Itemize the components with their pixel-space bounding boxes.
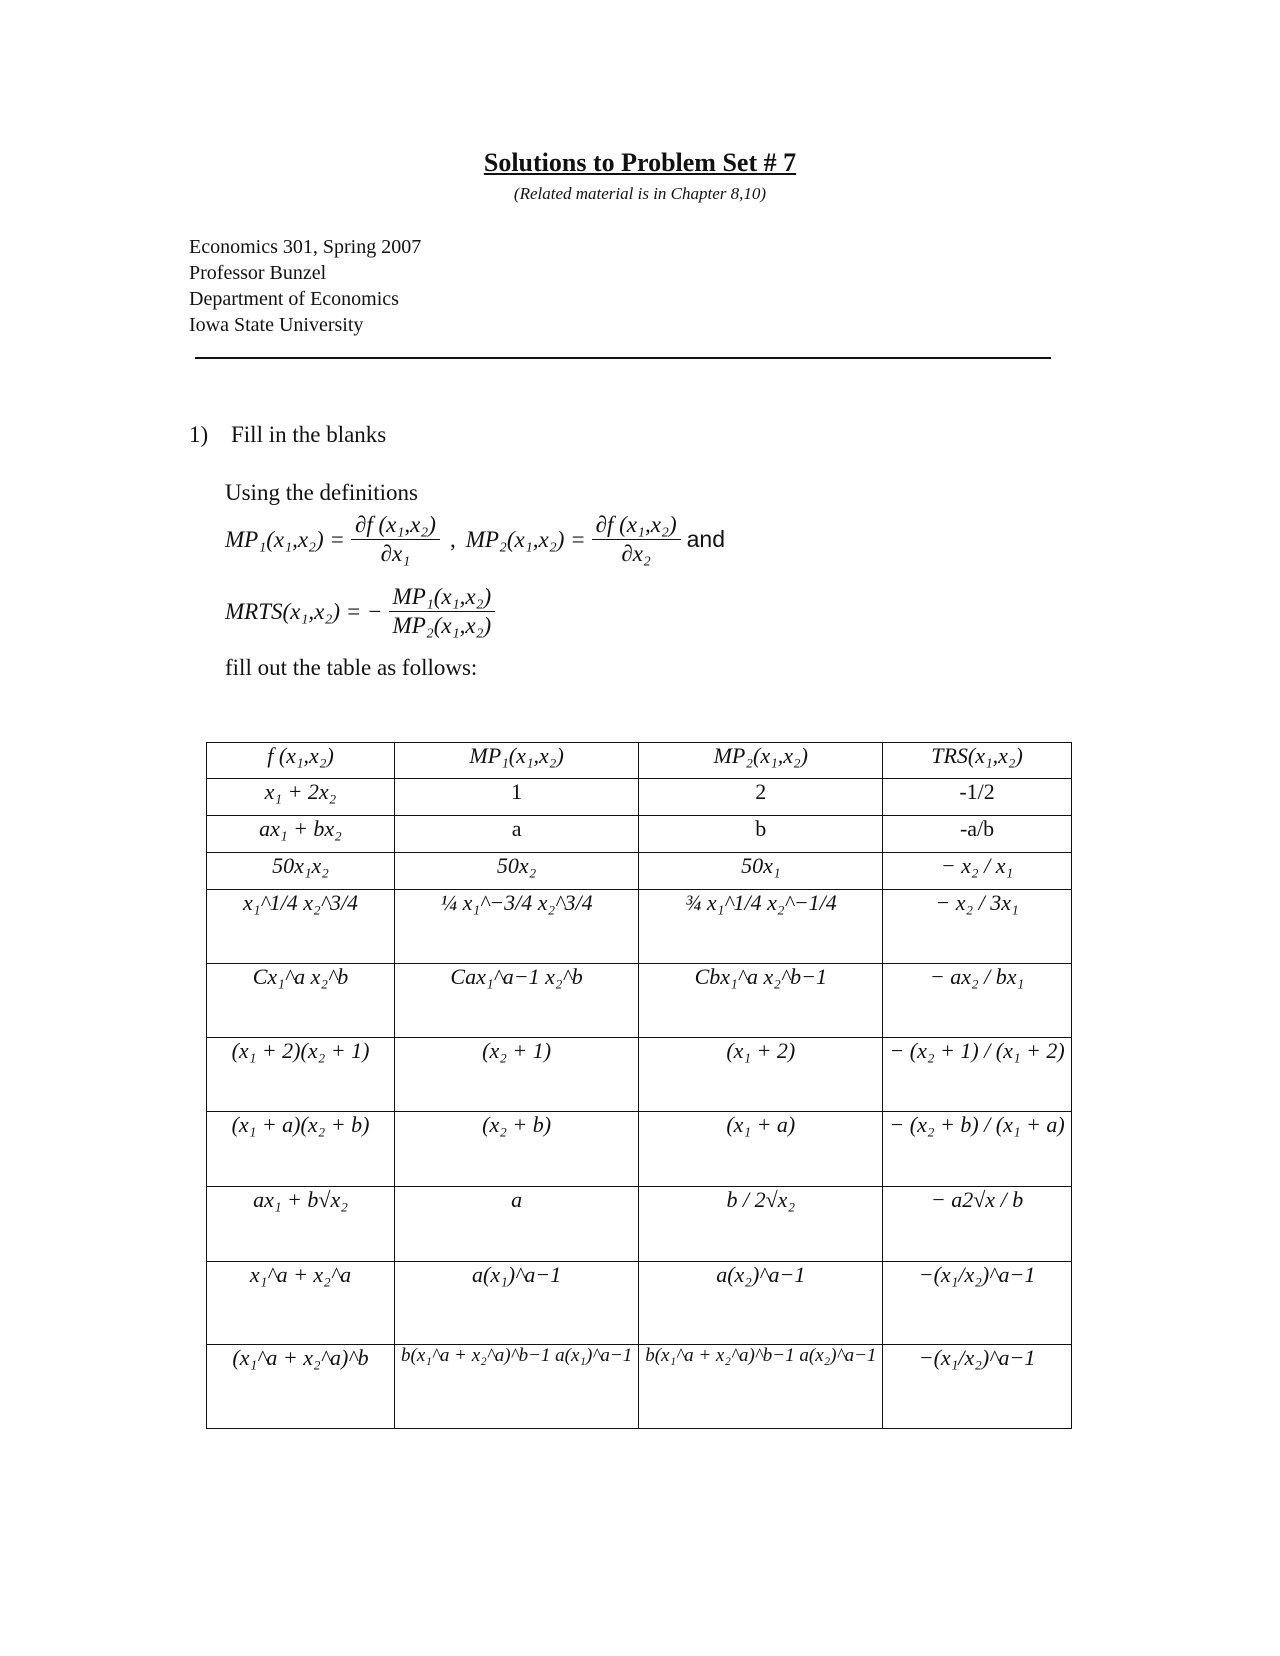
table-cell: − (x₂ + b) / (x₁ + a) <box>883 1112 1071 1187</box>
course-line: Professor Bunzel <box>189 262 327 284</box>
table-cell: (x₂ + 1) <box>395 1038 639 1112</box>
mrts-definition <box>225 584 501 639</box>
table-cell: -a/b <box>883 816 1071 853</box>
table-row <box>207 1112 1072 1187</box>
table-cell: (x₂ + b) <box>395 1112 639 1187</box>
table-cell: −(x₁/x₂)^a−1 <box>883 1262 1071 1345</box>
mp1-numerator: ∂f (x₁,x₂) <box>351 512 440 540</box>
mp2-fraction <box>592 512 681 567</box>
course-line: Department of Economics <box>189 288 399 310</box>
question-outro: fill out the table as follows: <box>225 655 478 680</box>
table-cell: 50x₁x₂ <box>207 853 395 890</box>
table-row <box>207 853 1072 890</box>
table-cell: a(x₂)^a−1 <box>639 1262 883 1345</box>
table-cell: x₁^1/4 x₂^3/4 <box>207 890 395 964</box>
table-cell: Cx₁^a x₂^b <box>207 964 395 1038</box>
definition-and: and <box>686 526 725 552</box>
mp1-lhs: MP₁(x₁,x₂) = <box>225 526 345 552</box>
table-cell: (x₁^a + x₂^a)^b <box>207 1345 395 1429</box>
table-cell: Cbx₁^a x₂^b−1 <box>639 964 883 1038</box>
mp-definitions <box>225 512 725 567</box>
table-cell: − (x₂ + 1) / (x₁ + 2) <box>883 1038 1071 1112</box>
table-cell: − x₂ / 3x₁ <box>883 890 1071 964</box>
table-cell: ax₁ + bx₂ <box>207 816 395 853</box>
course-line: Iowa State University <box>189 314 364 336</box>
question-intro: Using the definitions <box>225 480 418 505</box>
course-info <box>189 234 421 338</box>
mp2-numerator: ∂f (x₁,x₂) <box>592 512 681 540</box>
table-cell: − ax₂ / bx₁ <box>883 964 1071 1038</box>
table-cell: ¼ x₁^−3/4 x₂^3/4 <box>395 890 639 964</box>
table-cell: b / 2√x₂ <box>639 1187 883 1262</box>
table-cell: x₁^a + x₂^a <box>207 1262 395 1345</box>
table-row <box>207 1038 1072 1112</box>
marginal-product-table <box>206 742 1072 1429</box>
table-cell: b <box>639 816 883 853</box>
table-cell: − x₂ / x₁ <box>883 853 1071 890</box>
table-row <box>207 1345 1072 1429</box>
table-cell: ¾ x₁^1/4 x₂^−1/4 <box>639 890 883 964</box>
table-cell: ax₁ + b√x₂ <box>207 1187 395 1262</box>
table-row <box>207 890 1072 964</box>
table-cell: -1/2 <box>883 779 1071 816</box>
mp1-fraction <box>351 512 440 567</box>
question-title: Fill in the blanks <box>231 422 387 447</box>
table-row <box>207 779 1072 816</box>
table-cell: (x₁ + a) <box>639 1112 883 1187</box>
table-cell: (x₁ + 2) <box>639 1038 883 1112</box>
table-row <box>207 1187 1072 1262</box>
definition-separator: , <box>449 526 456 552</box>
table-cell: 2 <box>639 779 883 816</box>
mrts-fraction <box>389 584 496 639</box>
table-header-cell: TRS(x₁,x₂) <box>883 743 1071 779</box>
table-row <box>207 964 1072 1038</box>
table-header-cell: f (x₁,x₂) <box>207 743 395 779</box>
table-cell: a(x₁)^a−1 <box>395 1262 639 1345</box>
table-cell: Cax₁^a−1 x₂^b <box>395 964 639 1038</box>
table-cell: 1 <box>395 779 639 816</box>
mp1-denominator: ∂x₁ <box>380 541 411 566</box>
question-number: 1) <box>189 422 209 447</box>
mp2-denominator: ∂x₂ <box>621 541 651 566</box>
table-cell: 50x₂ <box>395 853 639 890</box>
table-row <box>207 816 1072 853</box>
table-cell: (x₁ + 2)(x₂ + 1) <box>207 1038 395 1112</box>
mrts-lhs: MRTS(x₁,x₂) = − <box>225 598 383 624</box>
table-cell: (x₁ + a)(x₂ + b) <box>207 1112 395 1187</box>
table-header-cell: MP₁(x₁,x₂) <box>395 743 639 779</box>
course-line: Economics 301, Spring 2007 <box>189 236 422 258</box>
mrts-denominator: MP₂(x₁,x₂) <box>392 613 492 638</box>
page-title: Solutions to Problem Set # 7 <box>483 148 797 177</box>
table-cell: b(x₁^a + x₂^a)^b−1 a(x₂)^a−1 <box>639 1345 883 1429</box>
table-cell: x₁ + 2x₂ <box>207 779 395 816</box>
mp2-lhs: MP₂(x₁,x₂) = <box>465 526 586 552</box>
table-cell: b(x₁^a + x₂^a)^b−1 a(x₁)^a−1 <box>395 1345 639 1429</box>
table-row <box>207 1262 1072 1345</box>
table-cell: a <box>395 1187 639 1262</box>
page-subtitle: (Related material is in Chapter 8,10) <box>513 184 767 203</box>
table-cell: 50x₁ <box>639 853 883 890</box>
table-cell: −(x₁/x₂)^a−1 <box>883 1345 1071 1429</box>
table-cell: − a2√x / b <box>883 1187 1071 1262</box>
table-cell: a <box>395 816 639 853</box>
table-header-cell: MP₂(x₁,x₂) <box>639 743 883 779</box>
table-header-row <box>207 743 1072 779</box>
mrts-numerator: MP₁(x₁,x₂) <box>389 584 496 612</box>
header-divider <box>195 357 1051 359</box>
